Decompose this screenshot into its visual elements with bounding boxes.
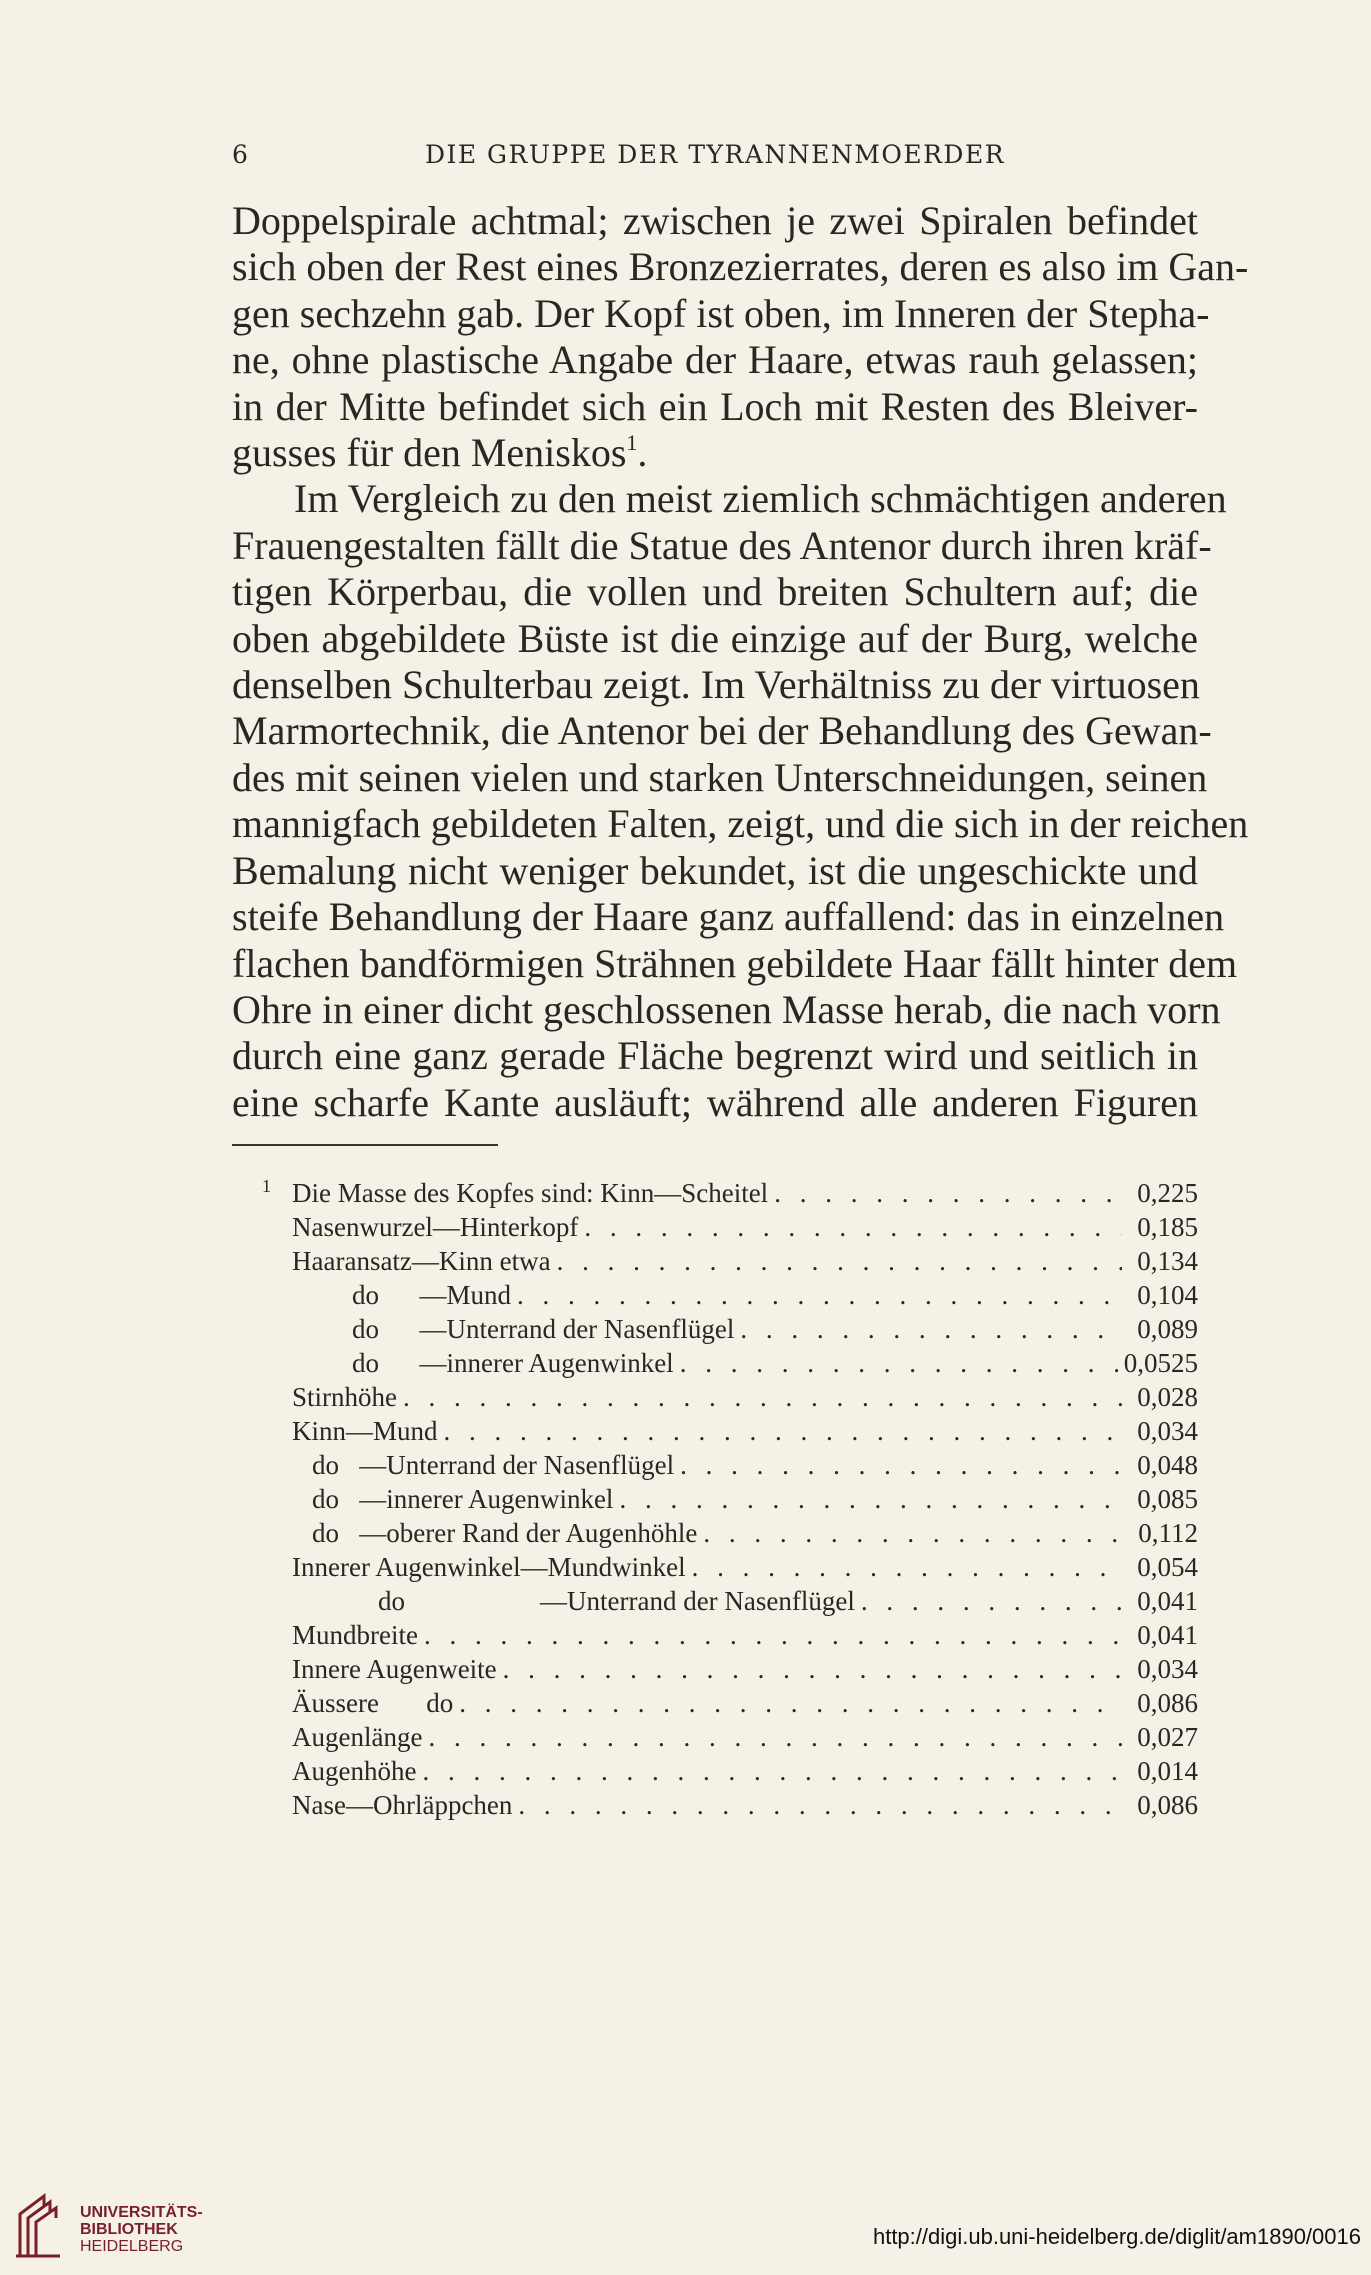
library-name-line: BIBLIOTHEK — [80, 2221, 178, 2238]
body-line: Frauengestalten fällt die Statue des Antenor durch ihren kräf- — [232, 522, 1212, 568]
measurement-value: 0,041 — [1137, 1620, 1198, 1650]
measurement-table — [292, 1176, 1198, 1822]
measurement-value: 0,185 — [1137, 1212, 1198, 1242]
dot-leader — [619, 1482, 1122, 1516]
body-line: sich oben der Rest eines Bronzezierrates, deren es also im Gan- — [232, 244, 1249, 290]
measurement-label: do —Unterrand der Nasenflügel — [312, 1450, 675, 1480]
measurement-value: 0,112 — [1138, 1518, 1198, 1548]
measurement-value: 0,034 — [1137, 1654, 1198, 1684]
measurement-row — [292, 1720, 1198, 1754]
measurement-value: 0,086 — [1137, 1790, 1198, 1820]
body-line: denselben Schulterbau zeigt. Im Verhältniss zu der virtuosen — [232, 662, 1200, 708]
library-name-line: UNIVERSITÄTS- — [80, 2204, 203, 2221]
library-logo-icon — [14, 2192, 64, 2262]
dot-leader — [459, 1686, 1122, 1720]
measurement-value: 0,225 — [1137, 1178, 1198, 1208]
measurement-row — [292, 1788, 1198, 1822]
dot-leader — [774, 1176, 1122, 1210]
body-line: in der Mitte befindet sich ein Loch mit Resten des Bleiver- — [232, 383, 1198, 429]
measurement-value: 0,0525 — [1123, 1348, 1198, 1378]
body-line: durch eine ganz gerade Fläche begrenzt wird und seitlich in — [232, 1033, 1198, 1079]
measurement-label: Innere Augenweite — [292, 1654, 497, 1684]
dot-leader — [692, 1550, 1122, 1584]
body-line: Ohre in einer dicht geschlossenen Masse herab, die nach vorn — [232, 986, 1221, 1032]
measurement-row — [292, 1210, 1198, 1244]
measurement-label: Äussere do — [292, 1688, 454, 1718]
dot-leader — [444, 1414, 1122, 1448]
dot-leader — [557, 1244, 1122, 1278]
measurement-value: 0,041 — [1137, 1586, 1198, 1616]
measurement-value: 0,054 — [1137, 1552, 1198, 1582]
page-number: 6 — [232, 140, 249, 169]
dot-leader — [518, 1788, 1122, 1822]
measurement-row — [292, 1652, 1198, 1686]
body-line-text: gusses für den Meniskos — [232, 430, 627, 476]
measurement-row — [292, 1278, 1198, 1312]
measurement-label: Die Masse des Kopfes sind: Kinn—Scheitel — [292, 1178, 769, 1208]
body-text — [232, 198, 1249, 1126]
body-line: eine scharfe Kante ausläuft; während alle anderen Figuren — [232, 1079, 1198, 1125]
measurement-label: Mundbreite — [292, 1620, 418, 1650]
dot-leader — [424, 1618, 1122, 1652]
dot-leader — [861, 1584, 1122, 1618]
measurement-row — [292, 1448, 1198, 1482]
dot-leader — [422, 1754, 1122, 1788]
measurement-label: Haaransatz—Kinn etwa — [292, 1246, 551, 1276]
running-title: DIE GRUPPE DER TYRANNENMOERDER — [424, 140, 1006, 169]
body-line: Marmortechnik, die Antenor bei der Behandlung des Gewan- — [232, 708, 1212, 754]
library-name — [80, 2204, 203, 2255]
measurement-row — [292, 1414, 1198, 1448]
measurement-value: 0,085 — [1137, 1484, 1198, 1514]
body-line-with-footnote — [232, 430, 1198, 476]
measurement-label: Augenhöhe — [292, 1756, 417, 1786]
body-line: mannigfach gebildeten Falten, zeigt, und die sich in der reichen — [232, 801, 1249, 847]
dot-leader — [680, 1346, 1118, 1380]
measurement-row — [292, 1686, 1198, 1720]
measurement-label: Nasenwurzel—Hinterkopf — [292, 1212, 579, 1242]
page-footer — [0, 2192, 1371, 2275]
footnote-divider — [232, 1144, 498, 1146]
permalink-url[interactable]: http://digi.ub.uni-heidelberg.de/diglit/am1890/0016 — [872, 2224, 1361, 2249]
body-line: flachen bandförmigen Strähnen gebildete Haar fällt hinter dem — [232, 940, 1238, 986]
body-line: steife Behandlung der Haare ganz auffallend: das in einzelnen — [232, 894, 1225, 940]
measurement-value: 0,134 — [1137, 1246, 1198, 1276]
dot-leader — [703, 1516, 1122, 1550]
measurement-label: do —Mund — [352, 1280, 512, 1310]
measurement-label: Augenlänge — [292, 1722, 423, 1752]
measurement-label: Stirnhöhe — [292, 1382, 397, 1412]
body-line: des mit seinen vielen und starken Unterschneidungen, seinen — [232, 754, 1208, 800]
dot-leader — [740, 1312, 1122, 1346]
measurement-value: 0,034 — [1137, 1416, 1198, 1446]
body-line: Doppelspirale achtmal; zwischen je zwei Spiralen befindet — [232, 198, 1198, 243]
measurement-label: Kinn—Mund — [292, 1416, 438, 1446]
measurement-value: 0,027 — [1137, 1722, 1198, 1752]
footnote-reference-suffix: . — [637, 430, 648, 476]
dot-leader — [517, 1278, 1122, 1312]
measurement-value: 0,048 — [1137, 1450, 1198, 1480]
dot-leader — [584, 1210, 1122, 1244]
footnote-reference: 1 — [626, 430, 638, 456]
body-line: Im Vergleich zu den meist ziemlich schmächtigen anderen — [294, 476, 1227, 522]
measurement-value: 0,104 — [1137, 1280, 1198, 1310]
measurement-row — [292, 1244, 1198, 1278]
measurement-value: 0,089 — [1137, 1314, 1198, 1344]
measurement-value: 0,014 — [1137, 1756, 1198, 1786]
library-name-line: HEIDELBERG — [80, 2238, 184, 2255]
measurement-label: do —oberer Rand der Augenhöhle — [312, 1518, 698, 1548]
measurement-row — [292, 1346, 1198, 1380]
footnote-marker: 1 — [262, 1176, 271, 1196]
measurement-row — [292, 1584, 1198, 1618]
measurement-label: do —innerer Augenwinkel — [312, 1484, 614, 1514]
measurement-label: do —innerer Augenwinkel — [352, 1348, 674, 1378]
measurement-row — [292, 1550, 1198, 1584]
measurement-value: 0,086 — [1137, 1688, 1198, 1718]
measurement-row — [292, 1482, 1198, 1516]
body-line: ne, ohne plastische Angabe der Haare, etwas rauh gelassen; — [232, 337, 1198, 383]
body-line: gen sechzehn gab. Der Kopf ist oben, im Inneren der Stepha- — [232, 290, 1210, 336]
measurement-value: 0,028 — [1137, 1382, 1198, 1412]
body-line: tigen Körperbau, die vollen und breiten Schultern auf; die — [232, 569, 1198, 615]
dot-leader — [680, 1448, 1122, 1482]
page-header — [232, 140, 1198, 180]
dot-leader — [503, 1652, 1122, 1686]
body-line: Bemalung nicht weniger bekundet, ist die ungeschickte und — [232, 847, 1198, 893]
body-line: oben abgebildete Büste ist die einzige auf der Burg, welche — [232, 615, 1198, 661]
measurement-label: Nase—Ohrläppchen — [292, 1790, 513, 1820]
measurement-row — [292, 1516, 1198, 1550]
measurement-row — [292, 1176, 1198, 1210]
dot-leader — [428, 1720, 1122, 1754]
measurement-label: do —Unterrand der Nasenflügel — [352, 1314, 735, 1344]
measurement-row — [292, 1380, 1198, 1414]
measurement-label: do —Unterrand der Nasenflügel — [378, 1586, 855, 1616]
measurement-row — [292, 1312, 1198, 1346]
measurement-label: Innerer Augenwinkel—Mundwinkel — [292, 1552, 686, 1582]
measurement-row — [292, 1754, 1198, 1788]
dot-leader — [403, 1380, 1122, 1414]
measurement-row — [292, 1618, 1198, 1652]
